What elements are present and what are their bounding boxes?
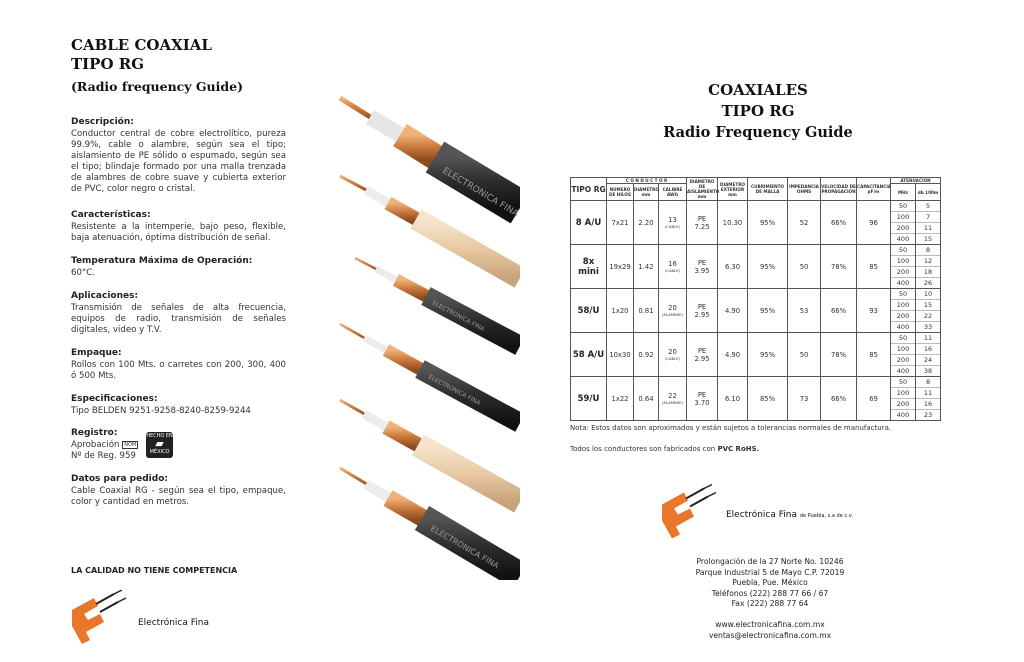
cell-hilos: 7x21: [607, 201, 634, 245]
plug-logo-icon: [656, 482, 726, 542]
right-brand-suffix: de Puebla, s.a de c.v.: [799, 513, 853, 519]
address-line: Parque Industrial 5 de Mayo C.P. 72019: [695, 567, 845, 577]
right-title-line3: Radio Frequency Guide: [663, 124, 853, 141]
section-aplicaciones: [71, 291, 286, 336]
cell-malla: 95%: [748, 289, 788, 333]
cell-db: [916, 245, 941, 289]
left-title: [71, 36, 212, 74]
db-value: 8: [916, 245, 940, 256]
cell-malla: 85%: [748, 377, 788, 421]
calibre-type: (CABLE): [664, 224, 681, 229]
email-link[interactable]: ventas@electronicafina.com.mx: [708, 630, 832, 640]
right-title: [574, 80, 942, 143]
cell-impedancia: 50: [788, 245, 821, 289]
cell-exterior: 4.90: [718, 333, 748, 377]
mhz-value: 200: [891, 267, 915, 278]
hecho-en-mexico-badge: [146, 432, 173, 458]
calibre-type: (ALAMBRE): [661, 400, 684, 405]
cell-malla: 95%: [748, 333, 788, 377]
db-value: 12: [916, 256, 940, 267]
cell-tipo: 8x mini: [571, 245, 607, 289]
section-caracteristicas: [71, 210, 286, 244]
quality-slogan: LA CALIDAD NO TIENE COMPETENCIA: [71, 566, 238, 575]
cell-capacitancia: 69: [857, 377, 891, 421]
aislamiento-material: PE: [697, 302, 707, 311]
header-mhz: MHz: [891, 184, 916, 201]
db-value: 8: [916, 377, 940, 388]
calibre-type: (CABLE): [664, 268, 681, 273]
cell-tipo: 8 A/U: [571, 201, 607, 245]
db-value: 10: [916, 289, 940, 300]
cell-impedancia: 50: [788, 333, 821, 377]
mexico-badge-top: HECHO EN: [146, 433, 173, 439]
calibre-value: 20: [668, 348, 677, 356]
section-registro: [71, 428, 151, 462]
right-brand-logo: [656, 482, 886, 542]
table-row: [571, 333, 941, 377]
mhz-value: 100: [891, 388, 915, 399]
cell-aislamiento: [687, 289, 718, 333]
header-diametro: DIAMETRO mm: [634, 184, 659, 201]
table-row: [571, 289, 941, 333]
db-value: 24: [916, 355, 940, 366]
cell-aislamiento: [687, 245, 718, 289]
section-body: Conductor central de cobre electrolítico, pureza 99.9%, cable o alambre, según sea el tipo; aislamiento de PE sólido o espumado, según sea el tipo; blindaje formado por una malla trenzada de alambres de cobre suave y cubierta exterior de PVC, color negro o cristal.: [71, 129, 286, 194]
address-line: Fax (222) 288 77 64: [731, 599, 809, 608]
left-title-line1: CABLE COAXIAL: [71, 36, 212, 54]
mexico-map-icon: ▰: [155, 437, 164, 450]
mhz-value: 50: [891, 245, 915, 256]
mhz-value: 400: [896, 367, 910, 375]
cell-impedancia: 53: [788, 289, 821, 333]
calibre-value: 20: [668, 304, 677, 312]
section-empaque: [71, 348, 286, 382]
section-heading: Registro:: [71, 428, 118, 438]
specs-table: [570, 177, 941, 421]
website-link[interactable]: www.electronicafina.com.mx: [715, 620, 825, 629]
right-title-line1: COAXIALES: [708, 81, 808, 99]
cell-diametro: 0.81: [634, 289, 659, 333]
cell-aislamiento: [687, 377, 718, 421]
nom-badge: NOM: [124, 441, 137, 448]
left-brand-logo: [66, 590, 216, 645]
mhz-value: 100: [891, 256, 915, 267]
cell-capacitancia: 85: [857, 333, 891, 377]
mhz-value: 100: [891, 300, 915, 311]
cell-aislamiento: [687, 201, 718, 245]
db-value: 22: [916, 311, 940, 322]
cell-velocidad: 78%: [821, 333, 857, 377]
cell-malla: 95%: [748, 245, 788, 289]
header-atenuacion: ATENUACION: [891, 178, 941, 184]
cell-calibre: [659, 245, 687, 289]
table-note: Nota: Estos datos son aproximados y están sujetos a tolerancias normales de manufactura.: [570, 424, 892, 432]
address-block: [640, 557, 900, 610]
db-value: 26: [923, 279, 933, 287]
section-heading: Aplicaciones:: [71, 291, 139, 301]
mhz-value: 50: [891, 289, 915, 300]
cell-mhz: [891, 201, 916, 245]
coaxial-cables-illustration: [330, 90, 520, 580]
rohs-note-bold: PVC RoHS.: [717, 445, 760, 453]
mhz-value: 400: [896, 235, 910, 243]
cell-impedancia: 52: [788, 201, 821, 245]
cell-impedancia: 73: [788, 377, 821, 421]
aislamiento-material: PE: [697, 258, 707, 267]
cell-mhz: [891, 245, 916, 289]
mhz-value: 400: [896, 279, 910, 287]
table-row: [571, 245, 941, 289]
cable-1: [340, 98, 520, 220]
cell-db: [916, 201, 941, 245]
mhz-value: 50: [891, 377, 915, 388]
cell-mhz: [891, 333, 916, 377]
db-value: 16: [916, 344, 940, 355]
mhz-value: 400: [896, 323, 910, 331]
cell-velocidad: 78%: [821, 245, 857, 289]
aislamiento-value: 3.70: [694, 398, 710, 407]
section-heading: Empaque:: [71, 348, 122, 358]
section-heading: Especificaciones:: [71, 394, 158, 404]
cell-mhz: [891, 289, 916, 333]
cell-calibre: [659, 333, 687, 377]
header-malla: CUBRIMIENTO DE MALLA: [748, 178, 788, 201]
calibre-value: 22: [668, 392, 677, 400]
plug-logo-icon: [66, 590, 136, 645]
header-db: db 100m: [916, 184, 941, 201]
db-value: 11: [916, 333, 940, 344]
mhz-value: 50: [891, 201, 915, 212]
contact-block: [640, 620, 900, 641]
aislamiento-value: 3.95: [694, 266, 710, 275]
section-descripcion: [71, 117, 286, 195]
section-heading: Descripción:: [71, 117, 134, 127]
cable-4-print: ELECTRONICA FINA: [427, 373, 482, 407]
cell-tipo: 58/U: [571, 289, 607, 333]
section-heading: Temperatura Máxima de Operación:: [71, 256, 253, 266]
calibre-value: 13: [668, 216, 677, 224]
cell-hilos: 1x20: [607, 289, 634, 333]
registro-line1: Aprobación: [71, 440, 120, 450]
section-heading: Datos para pedido:: [71, 474, 168, 484]
mhz-value: 100: [891, 212, 915, 223]
cell-db: [916, 289, 941, 333]
cell-capacitancia: 93: [857, 289, 891, 333]
mhz-value: 100: [891, 344, 915, 355]
header-hilos: NUMERO DE HILOS: [607, 184, 634, 201]
db-value: 23: [923, 411, 933, 419]
left-subtitle: (Radio frequency Guide): [71, 79, 243, 94]
cell-exterior: 4.90: [718, 289, 748, 333]
header-aislamiento: DIAMETRO DE AISLAMIENTO mm: [687, 179, 720, 199]
cell-velocidad: 66%: [821, 377, 857, 421]
specs-table-body: [571, 201, 941, 421]
header-impedancia: IMPEDANCIA OHMS: [788, 178, 821, 201]
section-body: Rollos con 100 Mts. o carretes con 200, 300, 400 ó 500 Mts.: [71, 360, 286, 381]
section-body: 60°C.: [71, 268, 95, 278]
section-especificaciones: [71, 394, 286, 417]
header-exterior: DIAMETRO EXTERIOR mm: [718, 178, 748, 201]
cell-capacitancia: 85: [857, 245, 891, 289]
left-brand-name: Electrónica Fina: [138, 618, 209, 628]
section-pedido: [71, 474, 286, 508]
cell-db: [916, 333, 941, 377]
mhz-value: 200: [891, 399, 915, 410]
header-calibre: CALIBRE AWG: [659, 184, 687, 201]
db-value: 7: [916, 212, 940, 223]
table-row: [571, 377, 941, 421]
db-value: 15: [923, 235, 933, 243]
cable-6-print: ELECTRONICA FINA: [429, 523, 501, 571]
db-value: 11: [916, 388, 940, 399]
aislamiento-material: PE: [697, 214, 707, 223]
cell-diametro: 2.20: [634, 201, 659, 245]
address-line: Puebla, Pue. México: [732, 578, 808, 587]
address-line: Teléfonos (222) 288 77 66 / 67: [711, 588, 829, 598]
mhz-value: 400: [896, 411, 910, 419]
rohs-note: [570, 445, 759, 453]
cell-diametro: 0.92: [634, 333, 659, 377]
section-heading: Características:: [71, 210, 151, 220]
section-body: Transmisión de señales de alta frecuencia, equipos de radio, transmisión de señales digitales, video y T.V.: [71, 303, 286, 335]
calibre-type: (ALAMBRE): [661, 312, 684, 317]
registro-line2: Nº de Reg. 959: [71, 451, 136, 461]
aislamiento-value: 2.95: [694, 310, 710, 319]
cell-hilos: 1x22: [607, 377, 634, 421]
cell-velocidad: 66%: [821, 289, 857, 333]
calibre-type: (CABLE): [664, 356, 681, 361]
cell-hilos: 19x29: [607, 245, 634, 289]
cell-db: [916, 377, 941, 421]
cell-exterior: 10.30: [718, 201, 748, 245]
header-capacitancia: CAPACITANCIA pF/m: [857, 178, 891, 201]
aislamiento-value: 2.95: [694, 354, 710, 363]
section-body: Tipo BELDEN 9251-9258-8240-8259-9244: [71, 406, 251, 416]
cell-capacitancia: 96: [857, 201, 891, 245]
right-title-line2: TIPO RG: [721, 102, 795, 120]
mexico-badge-bottom: MÉXICO: [149, 449, 170, 455]
cell-calibre: [659, 201, 687, 245]
cell-velocidad: 66%: [821, 201, 857, 245]
mhz-value: 50: [891, 333, 915, 344]
db-value: 16: [916, 399, 940, 410]
section-temperatura: [71, 256, 286, 279]
mhz-value: 200: [891, 311, 915, 322]
header-conductor: C O N D U C T O R: [607, 178, 687, 184]
cell-exterior: 6.10: [718, 377, 748, 421]
section-body: Cable Coaxial RG - según sea el tipo, empaque, color y cantidad en metros.: [71, 486, 286, 507]
table-row: [571, 201, 941, 245]
cell-diametro: 1.42: [634, 245, 659, 289]
mhz-value: 200: [891, 223, 915, 234]
header-velocidad: VELOCIDAD DE PROPAGACION: [821, 178, 857, 201]
cell-hilos: 10x30: [607, 333, 634, 377]
calibre-value: 16: [668, 260, 677, 268]
db-value: 15: [916, 300, 940, 311]
db-value: 11: [916, 223, 940, 234]
db-value: 38: [923, 367, 933, 375]
cell-aislamiento: [687, 333, 718, 377]
cell-tipo: 58 A/U: [571, 333, 607, 377]
db-value: 5: [916, 201, 940, 212]
header-tipo: TIPO RG: [571, 178, 607, 201]
cable-1-print: ELECTRONICA FINA: [440, 165, 520, 220]
left-title-line2: TIPO RG: [71, 55, 145, 73]
section-body: Resistente a la intemperie, bajo peso, flexible, baja atenuación, óptima distribución de señal.: [71, 222, 286, 243]
aislamiento-value: 7.25: [694, 222, 710, 231]
mhz-value: 200: [891, 355, 915, 366]
rohs-note-text: Todos los conductores son fabricados con: [570, 445, 718, 453]
cell-calibre: [659, 377, 687, 421]
address-line: Prolongación de la 27 Norte No. 10246: [696, 557, 844, 566]
cell-exterior: 6.30: [718, 245, 748, 289]
db-value: 18: [916, 267, 940, 278]
cell-diametro: 0.64: [634, 377, 659, 421]
cable-3-print: ELECTRONICA FINA: [431, 299, 486, 333]
cell-calibre: [659, 289, 687, 333]
aislamiento-material: PE: [697, 346, 707, 355]
db-value: 33: [923, 323, 933, 331]
right-brand-name: [726, 510, 853, 520]
cell-mhz: [891, 377, 916, 421]
right-brand-main: Electrónica Fina: [726, 510, 797, 520]
aislamiento-material: PE: [697, 390, 707, 399]
cell-malla: 95%: [748, 201, 788, 245]
cell-tipo: 59/U: [571, 377, 607, 421]
